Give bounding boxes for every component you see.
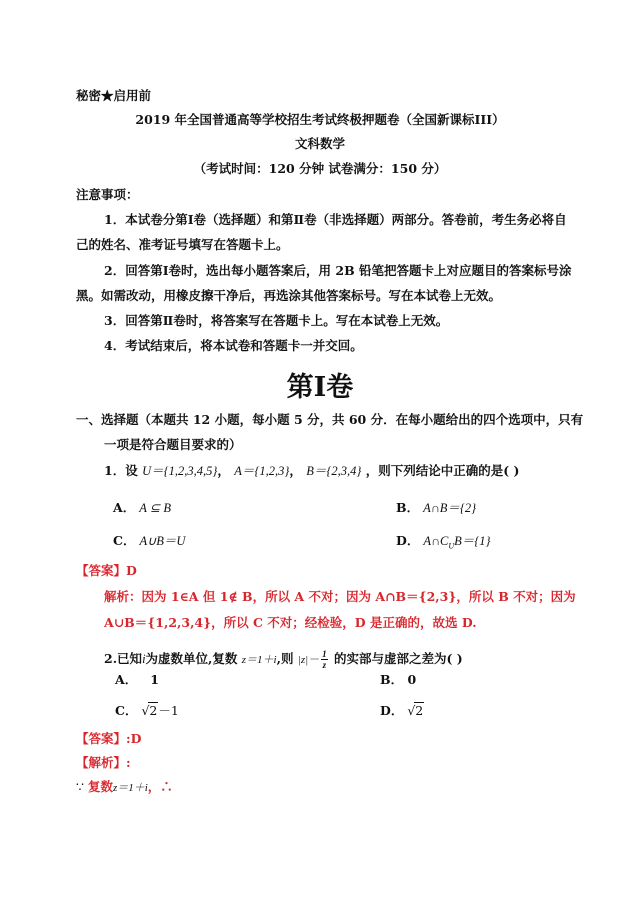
- q2-option-d: [380, 701, 424, 719]
- q1-option-a-text: A ⊆ B: [139, 501, 171, 515]
- q2-option-d-radical-sign: √: [407, 703, 416, 718]
- q2-option-d-label: D．: [380, 703, 404, 718]
- fraction-denominator: z: [322, 660, 327, 670]
- q2-analysis-line: [76, 777, 173, 795]
- because-symbol: ∵: [76, 779, 84, 794]
- q1-explanation-line-1: 解析：因为 1∈A 但 1∉ B，所以 A 不对；因为 A∩B＝{2,3}，所以 B 不对；因为: [104, 589, 576, 604]
- q2-option-c-radical-sign: √: [141, 703, 150, 718]
- question-1-number: 1．设: [104, 463, 138, 478]
- q2-option-a: [115, 670, 159, 688]
- q1-explanation-line-2: A∪B＝{1,2,3,4}，所以 C 不对；经检验，D 是正确的，故选 D.: [104, 615, 477, 630]
- q2-analysis-text-1: 复数: [87, 779, 113, 794]
- fraction-numerator: 1: [322, 649, 327, 659]
- q2-option-c-radicand: 2: [149, 703, 158, 718]
- question-1-stem-end: ，则下列结论中正确的是( ): [365, 463, 520, 478]
- question-1-stem: 1．设 U＝{1,2,3,4,5}， A＝{1,2,3}， B＝{2,3,4} ，则下列结论中正确的是( ): [104, 463, 520, 478]
- q1-option-a: [113, 498, 171, 516]
- note-3: 3．回答第Ⅱ卷时，将答案写在答题卡上。写在本试卷上无效。: [104, 313, 449, 328]
- q2-analysis-heading: 【解析】:: [76, 755, 131, 770]
- question-2-mid: 为虚数单位,复数: [145, 651, 238, 666]
- q2-analysis-text-2: ，∴: [147, 779, 173, 794]
- question-2-then: ,则: [276, 651, 294, 666]
- q2-answer: 【答案】:D: [76, 731, 142, 746]
- exam-title: 2019 年全国普通高等学校招生考试终极押题卷（全国新课标III）: [135, 112, 505, 127]
- q1-option-d-subscript: U: [448, 541, 455, 551]
- q1-option-d-label: D．: [396, 533, 420, 548]
- q2-option-b-label: B．: [380, 672, 404, 687]
- q1-option-c: [113, 531, 185, 549]
- abs-expr: |z|－: [297, 654, 320, 666]
- q2-option-c-label: C．: [115, 703, 138, 718]
- notes-heading: 注意事项：: [76, 187, 139, 202]
- q1-option-b-text: A∩B＝{2}: [423, 501, 477, 515]
- q2-option-c: [115, 701, 179, 719]
- exam-subject: 文科数学: [294, 136, 345, 151]
- note-1-line-2: 己的姓名、准考证号填写在答题卡上。: [76, 237, 289, 252]
- confidential-label: 秘密★启用前: [76, 88, 152, 103]
- note-2-line-2: 黑。如需改动，用橡皮擦干净后，再选涂其他答案标号。写在本试卷上无效。: [76, 288, 502, 303]
- q2-analysis-z: z＝1＋i: [112, 782, 148, 794]
- q2-option-b: [380, 670, 416, 688]
- part-intro-line-2: 一项是符合题目要求的）: [104, 437, 242, 452]
- part-intro-line-1: 一、选择题（本题共 12 小题，每小题 5 分，共 60 分．在每小题给出的四个选项中，只有: [76, 412, 584, 427]
- fraction-1-over-z: [321, 649, 328, 670]
- q1-option-d-text: A∩C: [423, 534, 449, 548]
- q2-option-b-text: 0: [407, 672, 417, 687]
- q1-option-d: [396, 531, 491, 551]
- q1-option-b-label: B．: [396, 500, 420, 515]
- imaginary-unit: i: [142, 652, 146, 666]
- q2-option-a-label: A．: [115, 672, 138, 687]
- q2-option-d-radicand: 2: [415, 703, 424, 718]
- q2-option-c-end: －1: [158, 703, 179, 718]
- exam-time-info: （考试时间：120 分钟 试卷满分：150 分）: [193, 161, 447, 176]
- set-b: B＝{2,3,4}: [306, 464, 362, 478]
- q1-option-a-label: A．: [113, 500, 136, 515]
- q2-option-a-text: 1: [150, 672, 159, 687]
- section-title: 第Ⅰ卷: [286, 372, 354, 403]
- q1-option-b: [396, 498, 476, 516]
- q1-option-d-end: B＝{1}: [454, 534, 491, 548]
- note-2-line-1: 2．回答第Ⅰ卷时，选出每小题答案后，用 2B 铅笔把答题卡上对应题目的答案标号涂: [104, 263, 572, 278]
- question-2-stem: [104, 649, 463, 670]
- complex-z: z＝1＋i: [241, 654, 277, 666]
- note-1-line-1: 1．本试卷分第Ⅰ卷（选择题）和第Ⅱ卷（非选择题）两部分。答卷前，考生务必将自: [104, 212, 567, 227]
- note-4: 4．考试结束后，将本试卷和答题卡一并交回。: [104, 338, 363, 353]
- q1-option-c-label: C．: [113, 533, 136, 548]
- q1-option-c-text: A∪B＝U: [139, 534, 186, 548]
- question-2-prefix: 2.已知: [104, 651, 143, 666]
- set-a: A＝{1,2,3}: [234, 464, 290, 478]
- question-2-post: 的实部与虚部之差为( ): [334, 651, 463, 666]
- set-u: U＝{1,2,3,4,5}: [142, 464, 218, 478]
- q1-answer: 【答案】D: [76, 563, 137, 578]
